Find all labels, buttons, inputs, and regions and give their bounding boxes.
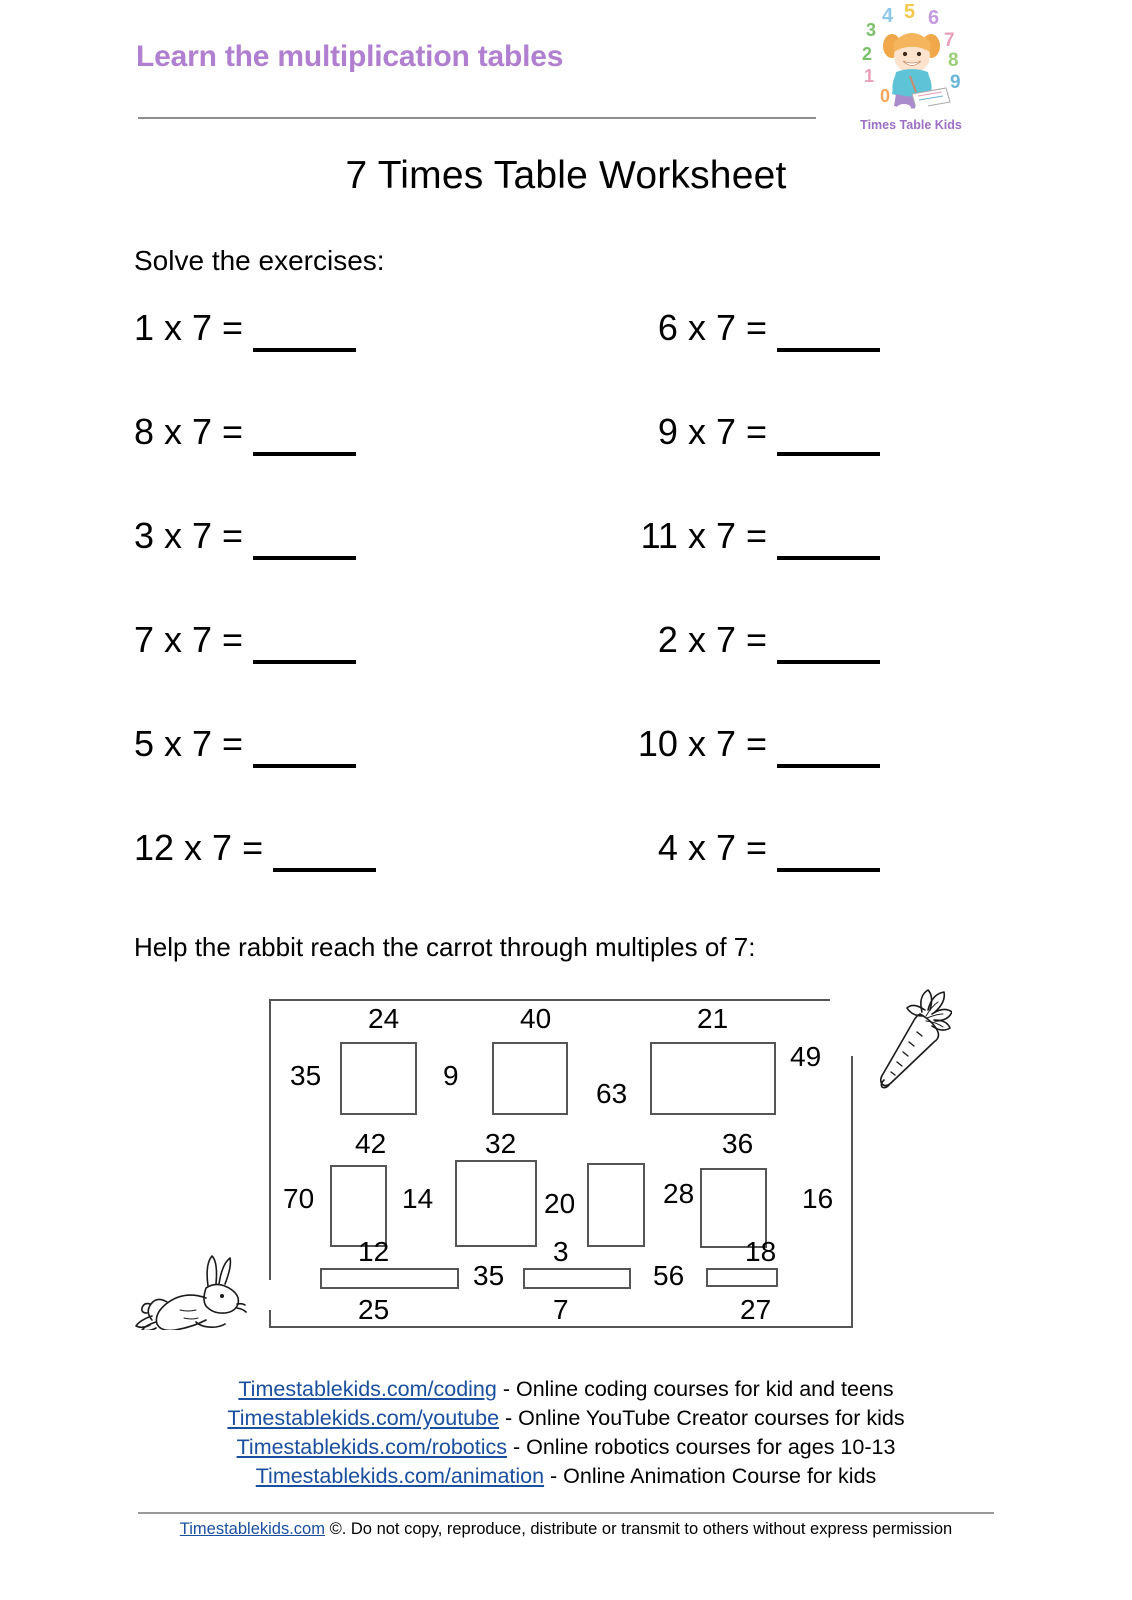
exercise-expression: 11 x 7 = (640, 515, 767, 556)
maze-frame-gap-left (262, 1280, 278, 1310)
exercise-expression: 1 x 7 = (134, 307, 244, 348)
maze-answer-box[interactable] (523, 1268, 631, 1289)
maze-number: 25 (358, 1294, 390, 1325)
maze-number: 56 (653, 1260, 685, 1291)
footer-link-row (0, 1462, 1132, 1491)
exercise-expression: 10 x 7 = (637, 723, 767, 764)
exercise-answer-blank[interactable] (253, 514, 356, 560)
maze-answer-box[interactable] (320, 1268, 459, 1289)
exercise-expression: 7 x 7 = (134, 619, 244, 660)
footer-link-coding[interactable]: Timestablekids.com/coding (238, 1377, 497, 1401)
exercise-answer-blank[interactable] (777, 722, 880, 768)
maze-number: 70 (283, 1183, 315, 1214)
footer-link-description: - Online coding courses for kid and teens (496, 1377, 894, 1401)
exercise-item (500, 410, 1000, 472)
exercise-answer-blank[interactable] (777, 306, 880, 352)
exercise-expression: 9 x 7 = (657, 411, 767, 452)
exercise-item (0, 618, 500, 680)
exercise-answer-blank[interactable] (253, 306, 356, 352)
footer-link-robotics[interactable]: Timestablekids.com/robotics (236, 1435, 508, 1459)
maze-answer-box[interactable] (330, 1165, 387, 1247)
maze-number: 40 (520, 1003, 552, 1034)
maze-answer-box[interactable] (492, 1042, 568, 1115)
maze-number: 36 (722, 1128, 754, 1159)
instruction-maze: Help the rabbit reach the carrot through multiples of 7: (134, 932, 756, 962)
maze-number: 24 (368, 1003, 400, 1034)
maze-number: 16 (802, 1183, 834, 1214)
maze-number: 9 (443, 1060, 459, 1091)
exercise-item (0, 514, 500, 576)
girl-with-numbers-logo-icon (852, 4, 970, 114)
maze-number: 20 (544, 1188, 576, 1219)
maze-number: 12 (358, 1236, 390, 1267)
maze-number: 42 (355, 1128, 387, 1159)
exercise-item (500, 618, 1000, 680)
maze-number: 49 (790, 1041, 822, 1072)
svg-text:0: 0 (880, 86, 891, 106)
exercise-expression: 3 x 7 = (134, 515, 244, 556)
svg-text:5: 5 (904, 4, 916, 23)
exercise-item (500, 826, 1000, 888)
svg-text:8: 8 (948, 50, 959, 71)
exercise-item (0, 410, 500, 472)
footer-divider (138, 1512, 994, 1514)
footer-link-description: - Online robotics courses for ages 10-13 (507, 1435, 896, 1459)
exercise-expression: 5 x 7 = (134, 723, 244, 764)
maze-frame-gap-top (830, 996, 858, 1056)
exercise-item (500, 722, 1000, 784)
footer-link-description: - Online YouTube Creator courses for kids (499, 1406, 905, 1430)
exercise-expression: 8 x 7 = (134, 411, 244, 452)
maze-number: 27 (740, 1294, 772, 1325)
svg-text:4: 4 (882, 5, 894, 27)
footer-link-row (0, 1404, 1132, 1433)
maze-number: 35 (290, 1060, 322, 1091)
exercise-expression: 2 x 7 = (657, 619, 767, 660)
copyright-link[interactable]: Timestablekids.com (179, 1520, 325, 1538)
svg-text:2: 2 (862, 44, 873, 64)
footer-link-animation[interactable]: Timestablekids.com/animation (255, 1464, 545, 1488)
exercise-answer-blank[interactable] (777, 410, 880, 456)
exercise-expression: 4 x 7 = (657, 827, 767, 868)
logo-caption: Times Table Kids (860, 118, 962, 132)
maze-number: 3 (553, 1236, 569, 1267)
exercise-answer-blank[interactable] (777, 618, 880, 664)
exercise-item (0, 826, 500, 888)
exercise-answer-blank[interactable] (777, 514, 880, 560)
svg-text:6: 6 (928, 7, 940, 29)
exercise-list (0, 306, 1132, 906)
maze-number: 7 (553, 1294, 569, 1325)
exercise-item (500, 306, 1000, 368)
maze-number: 28 (663, 1178, 695, 1209)
exercise-answer-blank[interactable] (253, 410, 356, 456)
exercise-item (0, 306, 500, 368)
exercise-expression: 12 x 7 = (134, 827, 264, 868)
svg-text:9: 9 (950, 72, 961, 93)
maze-number: 32 (485, 1128, 517, 1159)
exercise-expression: 6 x 7 = (657, 307, 767, 348)
maze-answer-box[interactable] (340, 1042, 417, 1115)
maze-answer-box[interactable] (706, 1268, 778, 1287)
footer-link-row (0, 1375, 1132, 1404)
footer-link-description: - Online Animation Course for kids (544, 1464, 877, 1488)
exercise-answer-blank[interactable] (253, 722, 356, 768)
maze-number: 21 (697, 1003, 729, 1034)
maze-answer-box[interactable] (587, 1163, 645, 1247)
copyright-text: ©. Do not copy, reproduce, distribute or transmit to others without express permission (324, 1520, 953, 1538)
brand-logo (852, 4, 970, 136)
exercise-item (0, 722, 500, 784)
svg-text:7: 7 (944, 30, 955, 51)
maze-number: 35 (473, 1260, 505, 1291)
carrot-icon (870, 980, 952, 1092)
maze-answer-box[interactable] (455, 1160, 537, 1247)
svg-text:1: 1 (864, 66, 875, 86)
maze-number: 18 (745, 1236, 777, 1267)
maze-answer-box[interactable] (650, 1042, 776, 1115)
svg-text:3: 3 (866, 20, 877, 40)
maze-puzzle (130, 980, 1010, 1350)
maze-number: 63 (596, 1078, 628, 1109)
footer-links (0, 1375, 1132, 1491)
instruction-solve: Solve the exercises: (134, 245, 385, 276)
rabbit-icon (134, 1252, 259, 1330)
header-title: Learn the multiplication tables (136, 40, 564, 73)
footer-link-row (0, 1433, 1132, 1462)
exercise-answer-blank[interactable] (253, 618, 356, 664)
copyright-line (0, 1520, 1132, 1539)
exercise-answer-blank[interactable] (777, 826, 880, 872)
header-divider (138, 117, 816, 119)
exercise-answer-blank[interactable] (273, 826, 376, 872)
exercise-item (500, 514, 1000, 576)
footer-link-youtube[interactable]: Timestablekids.com/youtube (227, 1406, 500, 1430)
page-title: 7 Times Table Worksheet (345, 154, 787, 197)
maze-number: 14 (402, 1183, 434, 1214)
